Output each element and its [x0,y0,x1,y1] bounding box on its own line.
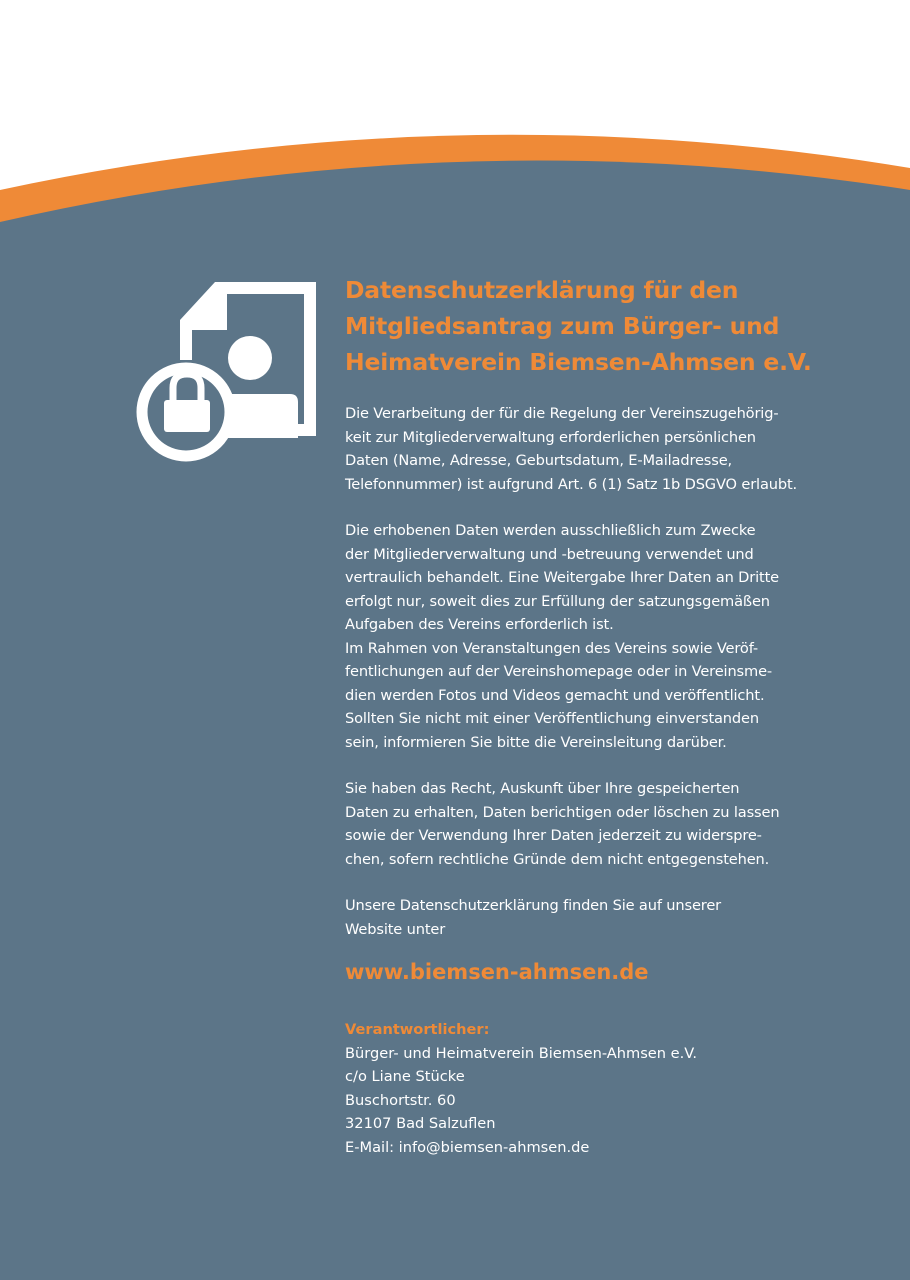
text-line: Aufgaben des Vereins erforderlich ist. [345,616,614,633]
address-line: Buschortstr. 60 [345,1091,456,1109]
text-line: Sollten Sie nicht mit einer Veröffentlichung einverstanden [345,710,759,727]
page-title [345,272,815,380]
text-line: sowie der Verwendung Ihrer Daten jederzeit zu widerspre- [345,827,762,844]
title-line: Heimatverein Biemsen-Ahmsen e.V. [345,348,812,376]
data-usage-paragraph [345,519,815,754]
text-line: Website unter [345,920,446,938]
responsible-address [345,1042,815,1160]
text-line: Daten zu erhalten, Daten berichtigen oder löschen zu lassen [345,803,780,821]
address-line: 32107 Bad Salzuflen [345,1115,496,1132]
address-line: Bürger- und Heimatverein Biemsen-Ahmsen e.V. [345,1044,698,1062]
text-line: der Mitgliederverwaltung und -betreuung verwendet und [345,545,754,563]
text-line: vertraulich behandelt. Eine Weitergabe Ihrer Daten an Dritte [345,569,779,586]
text-line: Daten (Name, Adresse, Geburtsdatum, E-Mailadresse, [345,452,733,469]
text-line: Die Verarbeitung der für die Regelung der Vereinszugehörig- [345,405,779,422]
website-reference-paragraph [345,894,815,941]
text-line: Die erhobenen Daten werden ausschließlich zum Zwecke [345,522,756,539]
text-line: sein, informieren Sie bitte die Vereinsleitung darüber. [345,733,727,751]
text-line: Im Rahmen von Veranstaltungen des Vereins sowie Veröf- [345,639,759,657]
website-link[interactable]: www.biemsen-ahmsen.de [345,960,649,984]
text-line: erfolgt nur, soweit dies zur Erfüllung der satzungsgemäßen [345,592,770,610]
text-line: Telefonnummer) ist aufgrund Art. 6 (1) Satz 1b DSGVO erlaubt. [345,475,798,493]
address-line: c/o Liane Stücke [345,1068,465,1085]
title-line: Datenschutzerklärung für den [345,276,739,304]
responsible-label: Verantwortlicher: [345,1021,490,1038]
legal-basis-paragraph [345,402,815,496]
text-line: Unsere Datenschutzerklärung finden Sie auf unserer [345,897,721,914]
rights-paragraph [345,777,815,871]
title-line: Mitgliedsantrag zum Bürger- und [345,312,780,340]
email-line[interactable]: E-Mail: info@biemsen-ahmsen.de [345,1138,590,1156]
text-line: Sie haben das Recht, Auskunft über Ihre gespeicherten [345,780,740,797]
document-person-lock-icon [130,270,330,470]
text-line: chen, sofern rechtliche Gründe dem nicht entgegenstehen. [345,850,770,868]
text-line: fentlichungen auf der Vereinshomepage oder in Vereinsme- [345,663,773,680]
privacy-content [345,272,815,1159]
text-line: dien werden Fotos und Videos gemacht und veröffentlicht. [345,686,765,704]
text-line: keit zur Mitgliederverwaltung erforderlichen persönlichen [345,428,756,446]
